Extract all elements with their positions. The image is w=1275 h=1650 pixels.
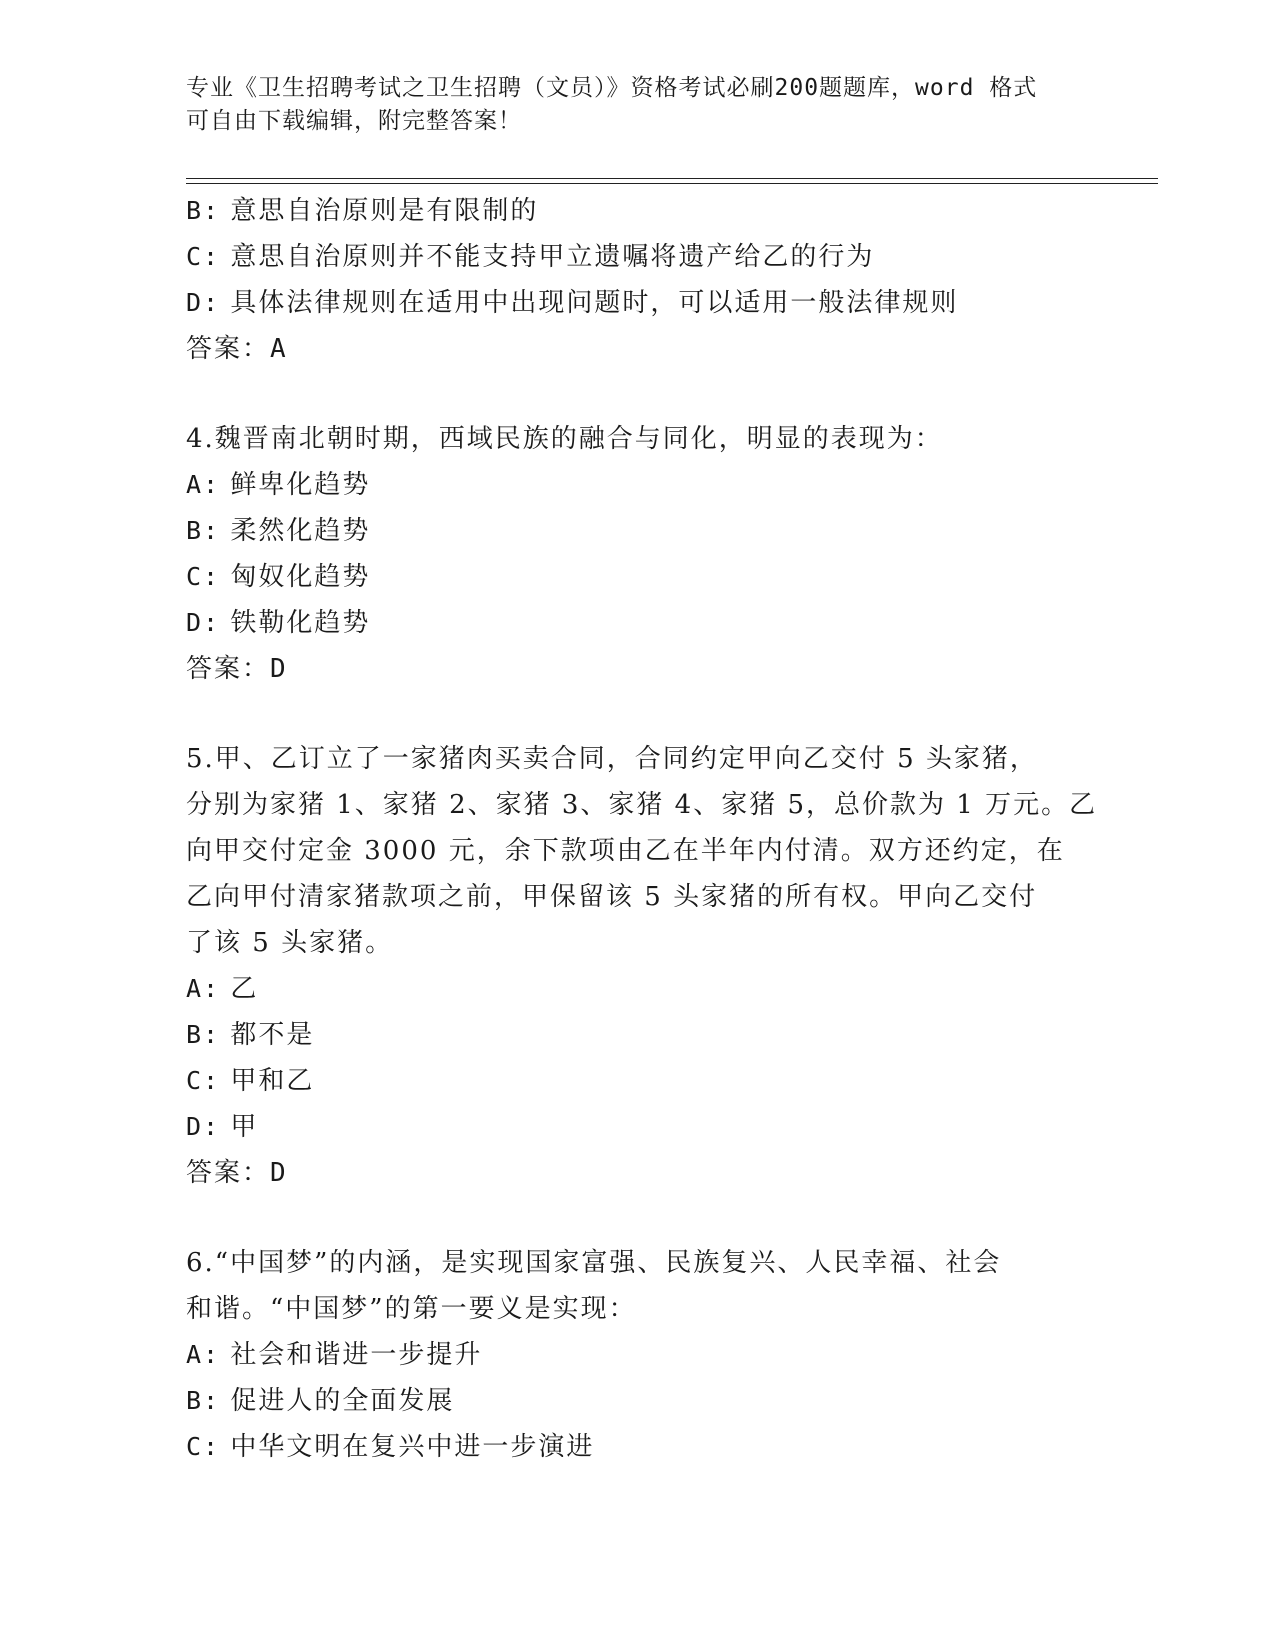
document-header xyxy=(186,72,1066,138)
option-b: B: 柔然化趋势 xyxy=(186,516,371,546)
question-6 xyxy=(186,1240,1086,1470)
option-d: D: 甲 xyxy=(186,1112,259,1142)
question-stem-line: 分别为家猪 1、家猪 2、家猪 3、家猪 4、家猪 5，总价款为 1 万元。乙 xyxy=(186,790,1098,820)
question-stem-line: 向甲交付定金 3000 元，余下款项由乙在半年内付清。双方还约定，在 xyxy=(186,836,1065,866)
question-stem-line: 6.“中国梦”的内涵，是实现国家富强、民族复兴、人民幸福、社会 xyxy=(186,1248,1002,1278)
option-c: C: 甲和乙 xyxy=(186,1066,315,1096)
option-a: A: 乙 xyxy=(186,974,259,1004)
header-line-1: 专业《卫生招聘考试之卫生招聘（文员）》资格考试必刷200题题库，word 格式 xyxy=(186,75,1038,101)
option-b: B: 都不是 xyxy=(186,1020,315,1050)
answer-line: 答案：A xyxy=(186,334,288,364)
header-line-2: 可自由下载编辑，附完整答案！ xyxy=(186,108,522,134)
option-d: D: 铁勒化趋势 xyxy=(186,608,371,638)
question-stem-line: 5.甲、乙订立了一家猪肉买卖合同，合同约定甲向乙交付 5 头家猪， xyxy=(186,744,1038,774)
document-body xyxy=(186,188,1098,1470)
option-c: C: 匈奴化趋势 xyxy=(186,562,371,592)
answer-line: 答案：D xyxy=(186,654,288,684)
option-c: C: 意思自治原则并不能支持甲立遗嘱将遗产给乙的行为 xyxy=(186,242,875,272)
question-5 xyxy=(186,736,1098,1196)
question-4 xyxy=(186,416,1086,692)
header-divider-bottom xyxy=(186,183,1158,184)
option-a: A: 社会和谐进一步提升 xyxy=(186,1340,483,1370)
question-3 xyxy=(186,188,1086,372)
question-stem-line: 和谐。“中国梦”的第一要义是实现： xyxy=(186,1294,637,1324)
question-stem-line: 了该 5 头家猪。 xyxy=(186,928,394,958)
option-a: A: 鲜卑化趋势 xyxy=(186,470,371,500)
answer-line: 答案：D xyxy=(186,1158,288,1188)
option-b: B: 意思自治原则是有限制的 xyxy=(186,196,539,226)
option-d: D: 具体法律规则在适用中出现问题时，可以适用一般法律规则 xyxy=(186,288,959,318)
question-stem: 4.魏晋南北朝时期，西域民族的融合与同化，明显的表现为： xyxy=(186,424,943,454)
question-stem-line: 乙向甲付清家猪款项之前，甲保留该 5 头家猪的所有权。甲向乙交付 xyxy=(186,882,1038,912)
option-c: C: 中华文明在复兴中进一步演进 xyxy=(186,1432,595,1462)
header-divider-top xyxy=(186,178,1158,179)
option-b: B: 促进人的全面发展 xyxy=(186,1386,455,1416)
